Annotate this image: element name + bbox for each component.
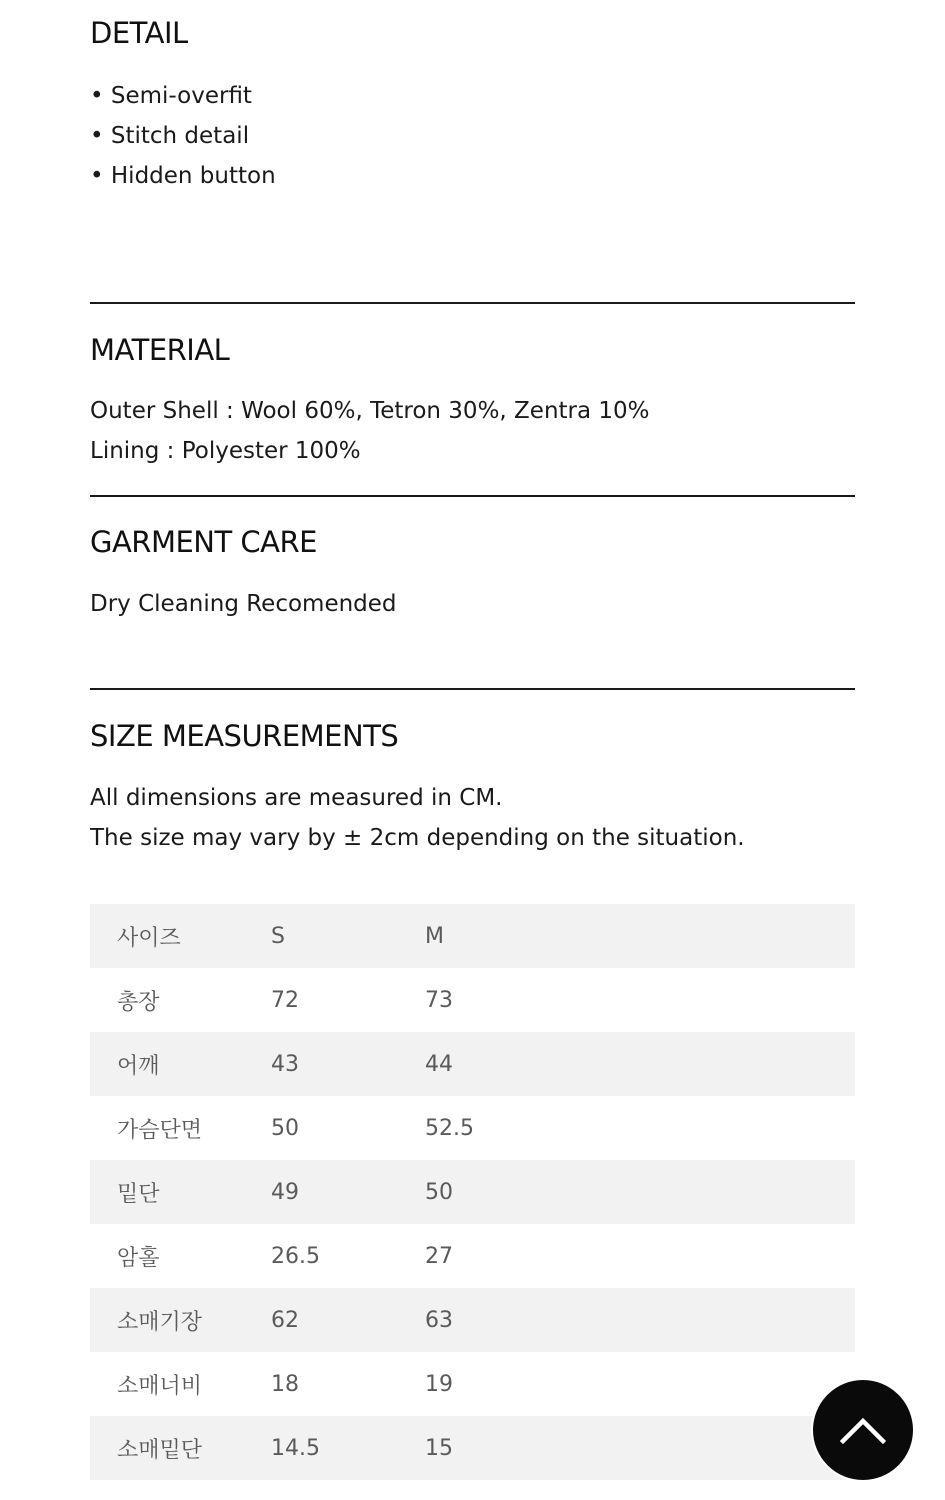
- row-label: 암홀: [117, 1245, 160, 1271]
- row-label: 소매기장: [90, 1288, 271, 1352]
- detail-item-hidden-button: • Hidden button: [90, 163, 276, 189]
- table-row: [90, 1288, 855, 1352]
- row-value-s: 62: [271, 1288, 425, 1352]
- row-value-s: 14.5: [271, 1416, 425, 1480]
- row-label: 어깨: [90, 1032, 271, 1096]
- row-value-m: 19: [425, 1371, 453, 1397]
- detail-title: DETAIL: [90, 16, 188, 50]
- divider: [90, 688, 855, 690]
- row-value-m: 27: [425, 1243, 453, 1269]
- row-label: 총장: [117, 989, 160, 1015]
- size-title: SIZE MEASUREMENTS: [90, 719, 399, 753]
- table-row: [90, 1352, 855, 1416]
- row-value-s: 49: [271, 1160, 425, 1224]
- header-size: 사이즈: [90, 904, 271, 968]
- header-m: M: [425, 904, 855, 968]
- material-title: MATERIAL: [90, 333, 230, 367]
- header-s: S: [271, 904, 425, 968]
- row-label: 소매너비: [117, 1373, 203, 1399]
- row-value-s: 43: [271, 1032, 425, 1096]
- table-row: [90, 1160, 855, 1224]
- detail-item-semi-overfit: • Semi-overfit: [90, 83, 252, 109]
- row-value-m: 50: [425, 1160, 855, 1224]
- size-table: [90, 904, 855, 1480]
- row-value-m: 73: [425, 987, 453, 1013]
- material-outer-shell: Outer Shell : Wool 60%, Tetron 30%, Zentra 10%: [90, 398, 650, 424]
- table-row: [90, 1096, 855, 1160]
- table-row: [90, 1032, 855, 1096]
- row-value-s: 50: [271, 1115, 299, 1141]
- table-row: [90, 1416, 855, 1480]
- row-label: 소매밑단: [90, 1416, 271, 1480]
- divider: [90, 302, 855, 304]
- chevron-up-icon: [840, 1416, 886, 1444]
- row-label: 가슴단면: [117, 1117, 203, 1143]
- divider: [90, 495, 855, 497]
- row-value-s: 72: [271, 987, 299, 1013]
- row-value-s: 18: [271, 1371, 299, 1397]
- table-row: [90, 1224, 855, 1288]
- row-value-s: 26.5: [271, 1243, 320, 1269]
- care-title: GARMENT CARE: [90, 525, 317, 559]
- scroll-to-top-button[interactable]: [811, 1378, 915, 1482]
- table-header-row: [90, 904, 855, 968]
- row-value-m: 15: [425, 1416, 855, 1480]
- size-note-variance: The size may vary by ± 2cm depending on the situation.: [90, 825, 745, 851]
- row-value-m: 44: [425, 1032, 855, 1096]
- row-value-m: 52.5: [425, 1115, 474, 1141]
- care-text: Dry Cleaning Recomended: [90, 591, 397, 617]
- material-lining: Lining : Polyester 100%: [90, 438, 361, 464]
- table-row: [90, 968, 855, 1032]
- size-note-units: All dimensions are measured in CM.: [90, 785, 503, 811]
- row-label: 밑단: [90, 1160, 271, 1224]
- row-value-m: 63: [425, 1288, 855, 1352]
- detail-item-stitch: • Stitch detail: [90, 123, 250, 149]
